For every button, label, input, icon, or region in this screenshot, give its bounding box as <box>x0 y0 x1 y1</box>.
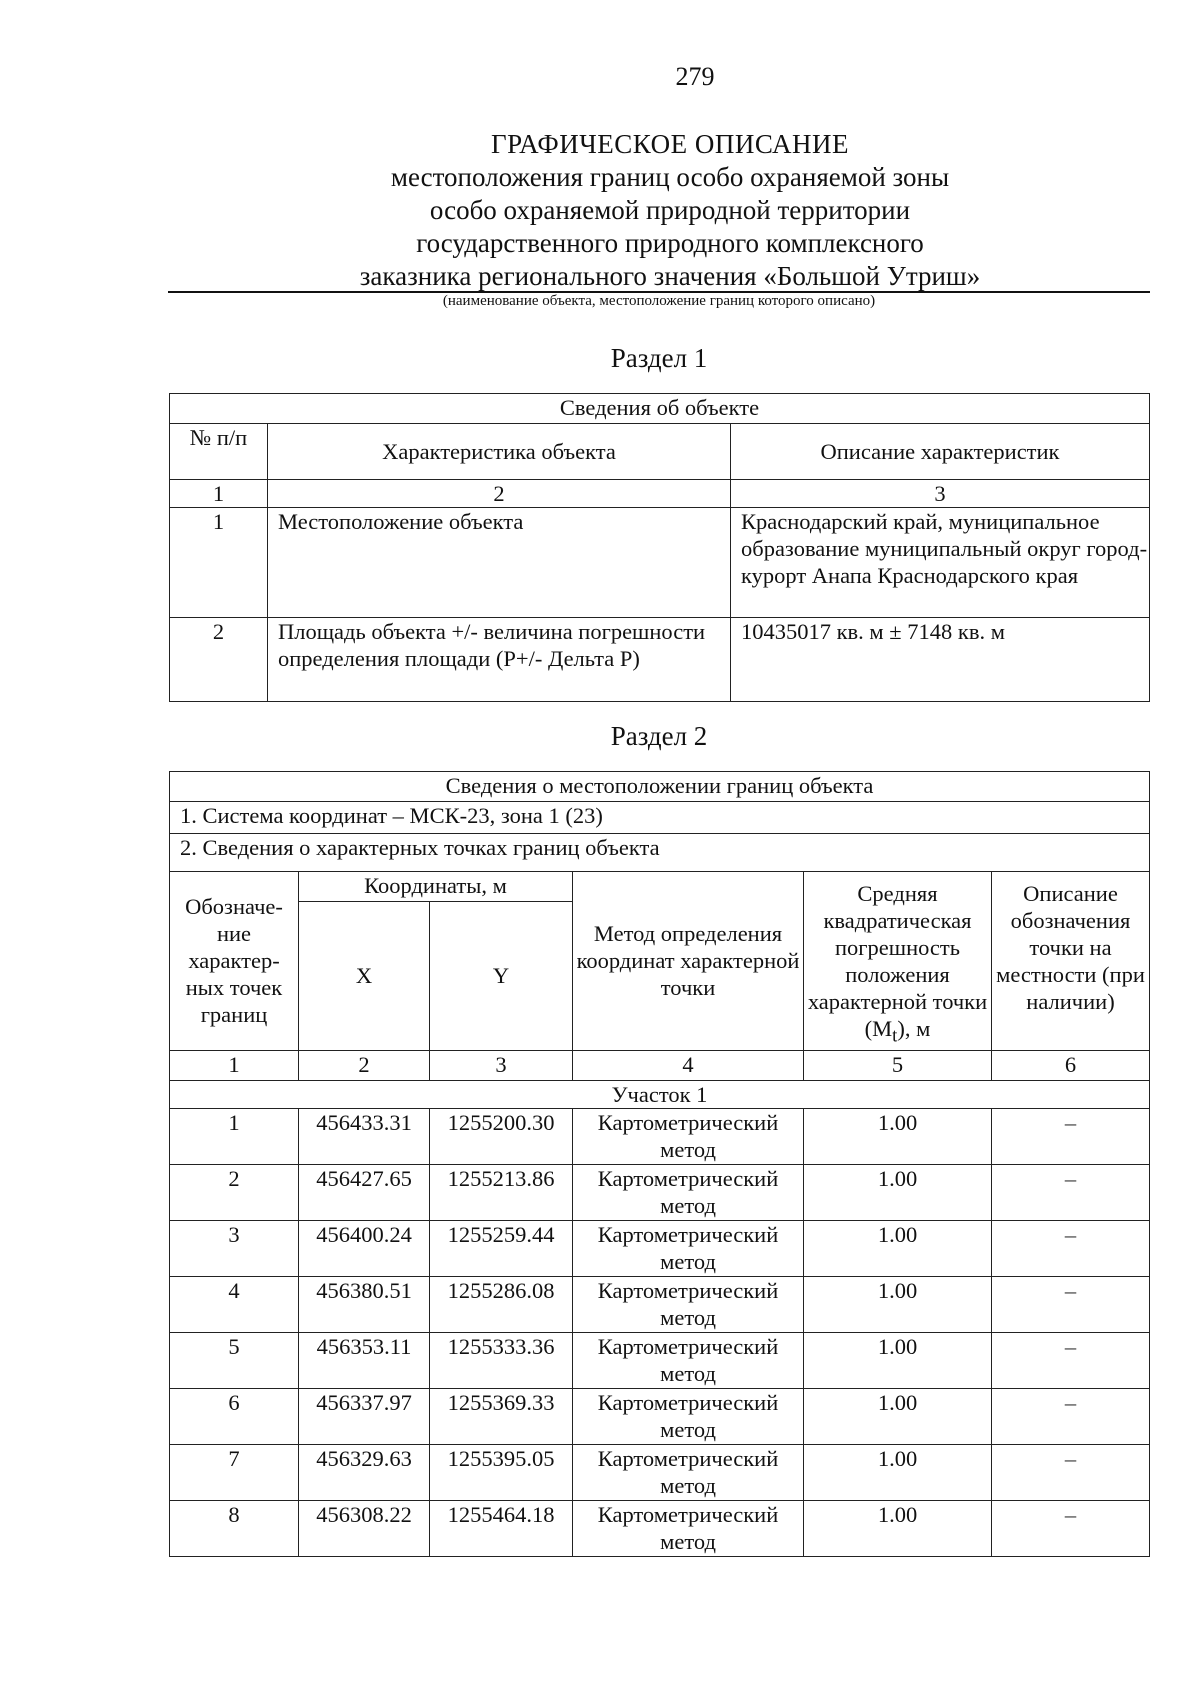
point-method: Картометрический метод <box>573 1500 804 1556</box>
table-row <box>170 1220 1150 1276</box>
point-id: 5 <box>170 1332 299 1388</box>
section2-title: Раздел 2 <box>610 721 708 751</box>
coord-system: 1. Система координат – МСК-23, зона 1 (23) <box>170 802 1150 834</box>
header-coordinates: Координаты, м <box>299 872 573 902</box>
header-method: Метод определения координат характерной точки <box>573 872 804 1051</box>
point-error: 1.00 <box>804 1276 992 1332</box>
row-num: 1 <box>170 508 268 618</box>
page-number: 279 <box>675 62 715 91</box>
col-number: 3 <box>731 480 1150 508</box>
point-x: 456400.24 <box>299 1220 430 1276</box>
header-error-text: Средняя квадратическая погрешность положения характерной точки (M <box>807 881 988 1041</box>
row-characteristic: Местоположение объекта <box>268 508 731 618</box>
point-id: 2 <box>170 1164 299 1220</box>
table-row <box>170 1500 1150 1556</box>
point-method: Картометрический метод <box>573 1444 804 1500</box>
point-description: – <box>992 1220 1150 1276</box>
col-number: 3 <box>430 1050 573 1080</box>
point-description: – <box>992 1388 1150 1444</box>
header-error-tail: ), м <box>897 1016 931 1041</box>
col-number: 6 <box>992 1050 1150 1080</box>
point-id: 4 <box>170 1276 299 1332</box>
title-line: государственного природного комплексного <box>416 228 924 258</box>
table-row <box>170 508 1150 618</box>
header-error-subscript: t <box>892 1025 898 1047</box>
point-x: 456433.31 <box>299 1108 430 1164</box>
point-method: Картометрический метод <box>573 1388 804 1444</box>
subsection-title: Участок 1 <box>170 1080 1150 1108</box>
point-description: – <box>992 1500 1150 1556</box>
point-y: 1255333.36 <box>430 1332 573 1388</box>
point-id: 6 <box>170 1388 299 1444</box>
point-error: 1.00 <box>804 1444 992 1500</box>
col-number: 1 <box>170 1050 299 1080</box>
title-main: ГРАФИЧЕСКОЕ ОПИСАНИЕ <box>490 129 850 159</box>
point-description: – <box>992 1444 1150 1500</box>
point-id: 3 <box>170 1220 299 1276</box>
point-method: Картометрический метод <box>573 1164 804 1220</box>
header-description: Описание характеристик <box>731 424 1150 480</box>
title-line: местоположения границ особо охраняемой зоны <box>390 162 950 192</box>
point-y: 1255464.18 <box>430 1500 573 1556</box>
header-characteristic: Характеристика объекта <box>268 424 731 480</box>
header-x: X <box>299 902 430 1050</box>
table-caption: Сведения о местоположении границ объекта <box>170 772 1150 802</box>
table-row <box>170 1332 1150 1388</box>
point-x: 456353.11 <box>299 1332 430 1388</box>
table-row <box>170 1444 1150 1500</box>
table-row <box>170 1164 1150 1220</box>
object-info-table <box>169 393 1150 702</box>
point-description: – <box>992 1332 1150 1388</box>
point-error: 1.00 <box>804 1388 992 1444</box>
point-error: 1.00 <box>804 1220 992 1276</box>
point-error: 1.00 <box>804 1108 992 1164</box>
col-number: 2 <box>299 1050 430 1080</box>
point-method: Картометрический метод <box>573 1220 804 1276</box>
row-description: Краснодарский край, муниципальное образование муниципальный округ город-курорт Анапа Краснодарского края <box>731 508 1150 618</box>
title-line: особо охраняемой природной территории <box>429 195 911 225</box>
point-description: – <box>992 1164 1150 1220</box>
point-y: 1255286.08 <box>430 1276 573 1332</box>
point-x: 456329.63 <box>299 1444 430 1500</box>
point-y: 1255200.30 <box>430 1108 573 1164</box>
table-row <box>170 1388 1150 1444</box>
point-y: 1255395.05 <box>430 1444 573 1500</box>
point-y: 1255259.44 <box>430 1220 573 1276</box>
row-description: 10435017 кв. м ± 7148 кв. м <box>731 618 1150 702</box>
col-number: 1 <box>170 480 268 508</box>
header-point-description: Описание обозначения точки на местности (при наличии) <box>992 872 1150 1051</box>
title-line: заказника регионального значения «Большой Утриш» <box>359 261 981 291</box>
point-x: 456427.65 <box>299 1164 430 1220</box>
boundary-points-table <box>169 771 1150 1557</box>
point-description: – <box>992 1276 1150 1332</box>
point-method: Картометрический метод <box>573 1276 804 1332</box>
point-error: 1.00 <box>804 1164 992 1220</box>
row-characteristic: Площадь объекта +/- величина погрешности определения площади (P+/- Дельта P) <box>268 618 731 702</box>
col-number: 2 <box>268 480 731 508</box>
title-caption: (наименование объекта, местоположение границ которого описано) <box>442 293 876 309</box>
table-row <box>170 1276 1150 1332</box>
point-id: 8 <box>170 1500 299 1556</box>
table-row <box>170 1108 1150 1164</box>
point-description: – <box>992 1108 1150 1164</box>
point-y: 1255369.33 <box>430 1388 573 1444</box>
point-error: 1.00 <box>804 1332 992 1388</box>
header-error <box>804 872 992 1051</box>
document-title <box>170 128 1170 293</box>
points-caption: 2. Сведения о характерных точках границ объекта <box>170 834 1150 872</box>
point-x: 456337.97 <box>299 1388 430 1444</box>
point-y: 1255213.86 <box>430 1164 573 1220</box>
header-num: № п/п <box>170 424 268 480</box>
table-caption: Сведения об объекте <box>170 394 1150 424</box>
row-num: 2 <box>170 618 268 702</box>
point-id: 1 <box>170 1108 299 1164</box>
point-id: 7 <box>170 1444 299 1500</box>
section1-title: Раздел 1 <box>610 343 708 373</box>
point-method: Картометрический метод <box>573 1108 804 1164</box>
table-row <box>170 618 1150 702</box>
header-designation: Обозначе-ние характер-ных точек границ <box>170 872 299 1051</box>
point-x: 456380.51 <box>299 1276 430 1332</box>
point-x: 456308.22 <box>299 1500 430 1556</box>
col-number: 5 <box>804 1050 992 1080</box>
point-error: 1.00 <box>804 1500 992 1556</box>
point-method: Картометрический метод <box>573 1332 804 1388</box>
header-y: Y <box>430 902 573 1050</box>
col-number: 4 <box>573 1050 804 1080</box>
